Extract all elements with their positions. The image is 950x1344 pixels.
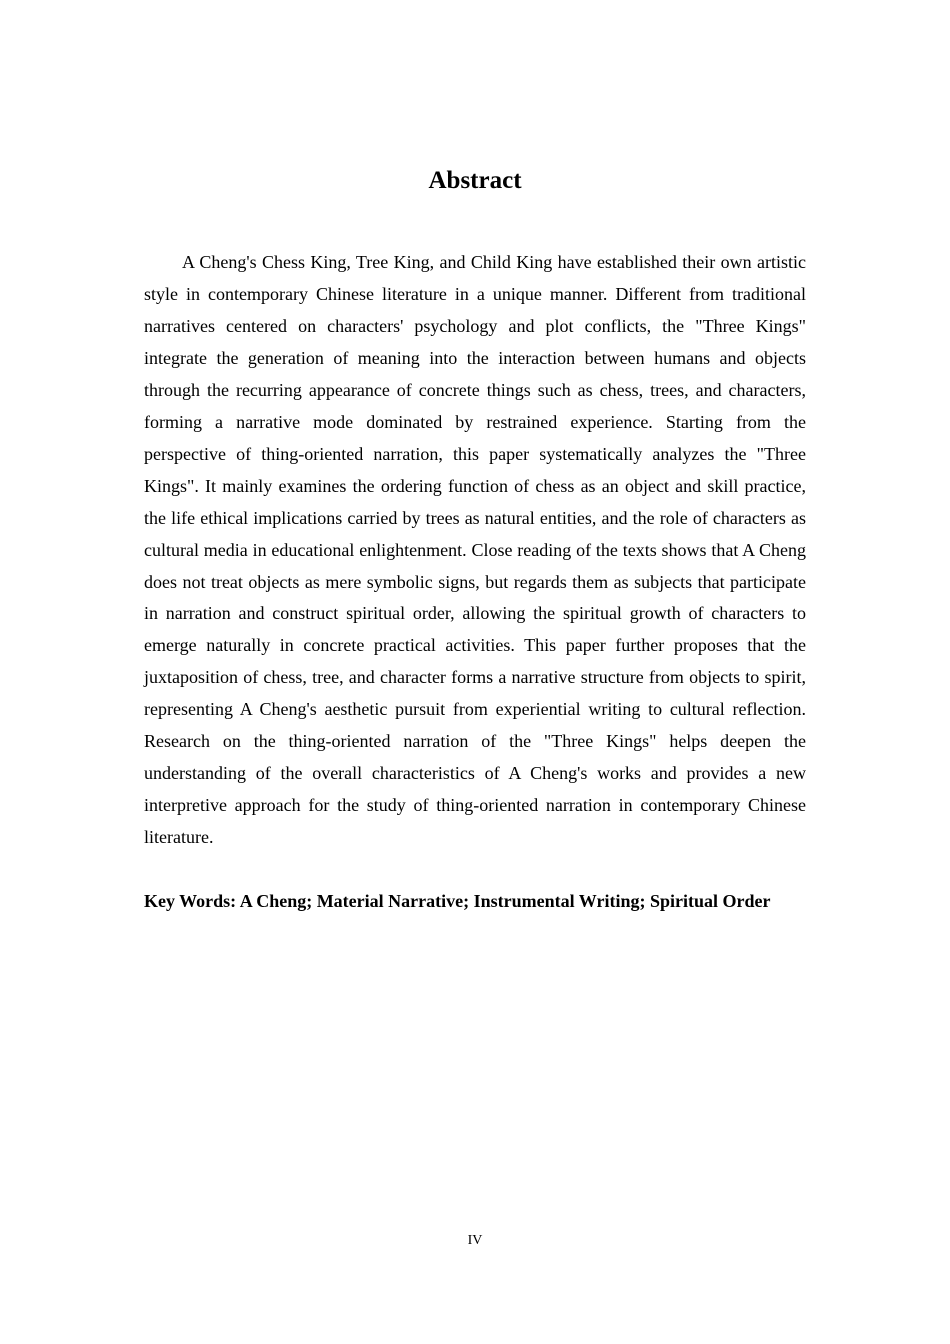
abstract-body: A Cheng's Chess King, Tree King, and Child King have established their own artistic style in contemporary Chinese literature in a unique manner. Different from traditional narratives centered on characters' psychology and plot conflicts, the "Three Kings" integrate the generation of meaning into the interaction between humans and objects through the recurring appearance of concrete things such as chess, trees, and characters, forming a narrative mode dominated by restrained experience. Starting from the perspective of thing-oriented narration, this paper systematically analyzes the "Three Kings". It mainly examines the ordering function of chess as an object and skill practice, the life ethical implications carried by trees as natural entities, and the role of characters as cultural media in educational enlightenment. Close reading of the texts shows that A Cheng does not treat objects as mere symbolic signs, but regards them as subjects that participate in narration and construct spiritual order, allowing the spiritual growth of characters to emerge naturally in concrete practical activities. This paper further proposes that the juxtaposition of chess, tree, and character forms a narrative structure from objects to spirit, representing A Cheng's aesthetic pursuit from experiential writing to cultural reflection. Research on the thing-oriented narration of the "Three Kings" helps deepen the understanding of the overall characteristics of A Cheng's works and provides a new interpretive approach for the study of thing-oriented narration in contemporary Chinese literature. [144,252,806,848]
page-number: IV [467,1233,483,1248]
abstract-title: Abstract [428,167,522,194]
keywords-line [144,886,806,917]
keywords-label: Key Words: [144,891,237,911]
keywords-list: A Cheng; Material Narrative; Instrumental Writing; Spiritual Order [239,891,771,911]
